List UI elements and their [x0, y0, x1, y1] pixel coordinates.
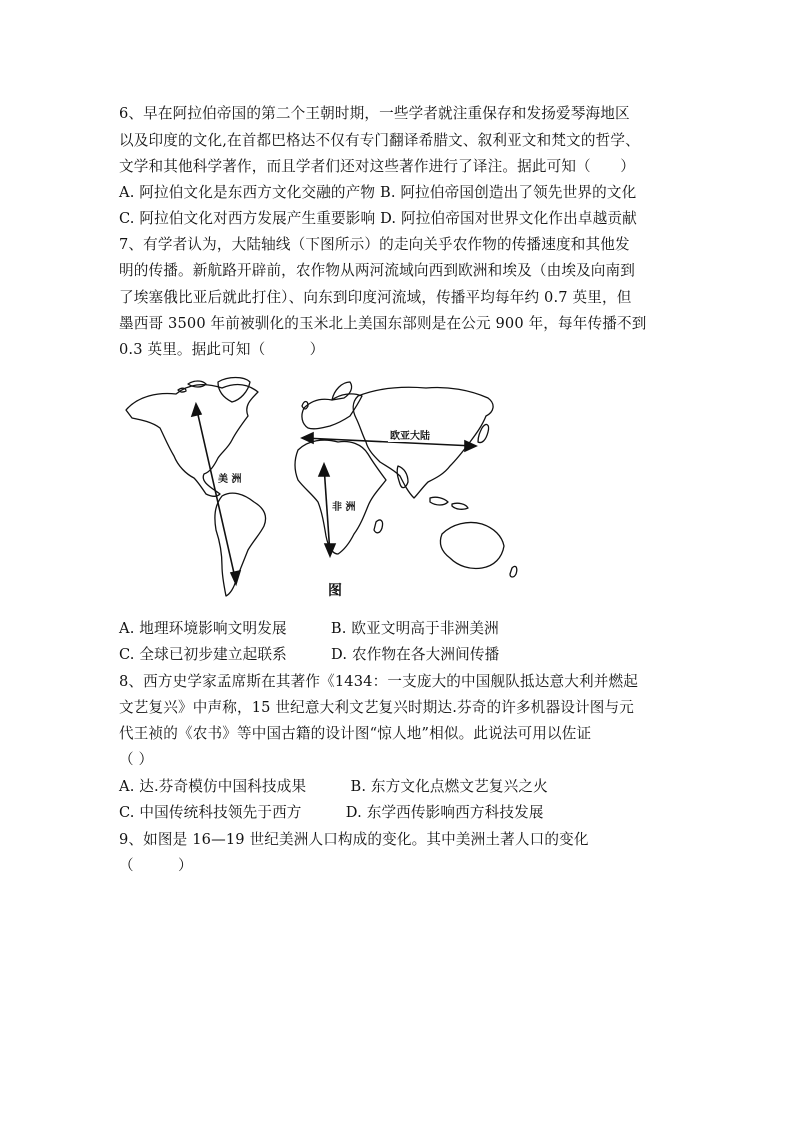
world-map-figure [118, 370, 520, 602]
india-peninsula [397, 466, 408, 488]
australia-outline [440, 522, 504, 568]
q8-options-ab: A. 达.芬奇模仿中国科技成果 B. 东方文化点燃文艺复兴之火 [119, 778, 548, 795]
q6-stem-line-2: 以及印度的文化,在首都巴格达不仅有专门翻译希腊文、叙利亚文和梵文的哲学、 [119, 132, 640, 149]
label-africa: 非 洲 [332, 502, 356, 513]
q8-options-cd: C. 中国传统科技领先于西方 D. 东学西传影响西方科技发展 [119, 804, 544, 821]
q6-stem-line-1: 6、早在阿拉伯帝国的第二个王朝时期，一些学者就注重保存和发扬爱琴海地区 [119, 105, 630, 122]
q7-stem-line-5: 0.3 英里。据此可知（ ） [119, 341, 325, 358]
eurasia-arrow-head-right [465, 441, 476, 451]
q9-stem-line-1: 9、如图是 16—19 世纪美洲人口构成的变化。其中美洲土著人口的变化 [119, 831, 589, 848]
figure-caption: 图 [328, 583, 342, 599]
new-zealand-outline [510, 566, 517, 577]
q7-options-ab: A. 地理环境影响文明发展 B. 欧亚文明高于非洲美洲 [119, 620, 499, 637]
africa-outline [295, 440, 386, 554]
q8-stem-line-2: 文艺复兴》中声称，15 世纪意大利文艺复兴时期达.芬奇的许多机器设计图与元 [119, 699, 634, 716]
label-eurasia: 欧亚大陆 [390, 431, 430, 442]
q8-stem-line-3: 代王祯的《农书》等中国古籍的设计图“惊人地”相似。此说法可用以佐证 [119, 725, 592, 742]
q7-stem-line-2: 明的传播。新航路开辟前，农作物从两河流域向西到欧洲和埃及（由埃及向南到 [119, 262, 636, 279]
greenland-outline [218, 378, 250, 403]
america-arrow-head-top [192, 404, 201, 416]
q6-stem-line-3: 文学和其他科学著作，而且学者们还对这些著作进行了译注。据此可知（ ） [119, 158, 636, 175]
q9-stem-line-2: （ ） [119, 857, 193, 874]
america-axis-arrow [196, 406, 236, 582]
america-arrow-head-bottom [231, 571, 240, 584]
eurasia-arrow-head-left [302, 433, 313, 443]
world-map [118, 370, 520, 602]
africa-arrow-head-bottom [325, 544, 335, 556]
scandinavia-outline [332, 382, 352, 400]
q8-stem-line-4: （ ） [119, 751, 154, 768]
q7-stem-line-1: 7、有学者认为，大陆轴线（下图所示）的走向关乎农作物的传播速度和其他发 [119, 236, 630, 253]
q8-stem-line-1: 8、西方史学家孟席斯在其著作《1434：一支庞大的中国舰队抵达意大利并燃起 [119, 673, 638, 690]
q6-options-ab: A. 阿拉伯文化是东西方文化交融的产物 B. 阿拉伯帝国创造出了领先世界的文化 [119, 184, 637, 201]
q7-options-cd: C. 全球已初步建立起联系 D. 农作物在各大洲间传播 [119, 646, 500, 663]
madagascar-outline [374, 520, 383, 533]
q6-options-cd: C. 阿拉伯文化对西方发展产生重要影响 D. 阿拉伯帝国对世界文化作出卓越贡献 [119, 210, 637, 227]
label-america: 美 洲 [218, 474, 242, 485]
south-america-outline [215, 493, 266, 596]
q7-stem-line-4: 墨西哥 3500 年前被驯化的玉米北上美国东部则是在公元 900 年，每年传播不到 [119, 315, 647, 332]
indonesia-islands [430, 497, 468, 509]
q7-stem-line-3: 了埃塞俄比亚后就此打住）、向东到印度河流域，传播平均每年约 0.7 英里，但 [119, 289, 632, 306]
asia-outline [353, 387, 493, 498]
africa-arrow-head-top [319, 464, 329, 476]
